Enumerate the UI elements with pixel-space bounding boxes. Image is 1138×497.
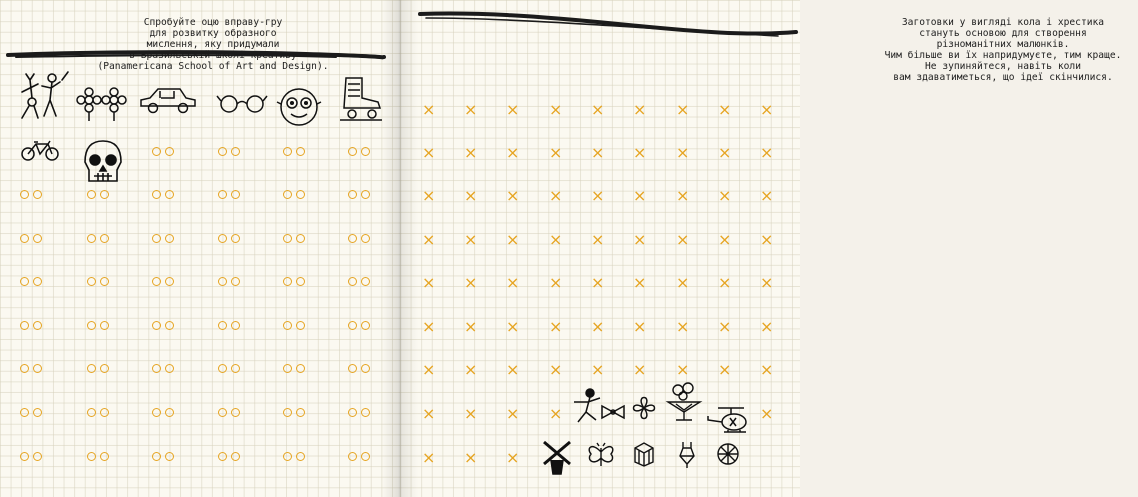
skull-doodle-icon xyxy=(78,138,128,188)
stick-figure-doodle-icon xyxy=(570,388,604,424)
cross-shape: × xyxy=(464,143,478,162)
circle-shape xyxy=(100,364,109,373)
circle-pair xyxy=(348,190,370,199)
circle-pair xyxy=(283,147,305,156)
cross-shape: × xyxy=(591,230,605,249)
circle-pair xyxy=(348,234,370,243)
circle-shape xyxy=(152,190,161,199)
cross-shape: × xyxy=(633,360,647,379)
circle-shape xyxy=(231,321,240,330)
cross-shape: × xyxy=(506,360,520,379)
circle-shape xyxy=(283,408,292,417)
acrobats-doodle-icon xyxy=(16,70,72,122)
circle-pair xyxy=(20,277,42,286)
cross-shape: × xyxy=(633,230,647,249)
circle-shape xyxy=(218,190,227,199)
cross-shape: × xyxy=(464,273,478,292)
circle-shape xyxy=(33,408,42,417)
cross-shape: × xyxy=(718,186,732,205)
circle-shape xyxy=(231,190,240,199)
circle-pair xyxy=(87,452,109,461)
cross-shape: × xyxy=(718,230,732,249)
circle-shape xyxy=(20,277,29,286)
circle-shape xyxy=(20,408,29,417)
circle-shape xyxy=(361,321,370,330)
cross-shape: × xyxy=(676,317,690,336)
circle-shape xyxy=(296,234,305,243)
cross-shape: × xyxy=(464,317,478,336)
cross-shape: × xyxy=(591,360,605,379)
cross-shape: × xyxy=(422,360,436,379)
circle-shape xyxy=(152,364,161,373)
cross-shape: × xyxy=(718,317,732,336)
cross-shape: × xyxy=(506,230,520,249)
circle-shape xyxy=(20,321,29,330)
circle-shape xyxy=(348,321,357,330)
circle-pair xyxy=(348,408,370,417)
circle-shape xyxy=(165,277,174,286)
cross-shape: × xyxy=(676,360,690,379)
cross-shape: × xyxy=(760,273,774,292)
circle-shape xyxy=(361,408,370,417)
circle-shape xyxy=(100,452,109,461)
circle-pair xyxy=(152,234,174,243)
circle-shape xyxy=(87,277,96,286)
circle-pair xyxy=(218,147,240,156)
flower-cross-doodle-icon xyxy=(628,392,660,424)
butterfly-doodle-icon xyxy=(586,442,616,468)
cross-shape: × xyxy=(506,317,520,336)
circle-shape xyxy=(218,452,227,461)
circle-pair xyxy=(348,277,370,286)
cross-shape: × xyxy=(676,186,690,205)
cross-shape: × xyxy=(760,360,774,379)
cross-shape: × xyxy=(506,186,520,205)
circle-shape xyxy=(296,190,305,199)
cross-shape: × xyxy=(718,143,732,162)
cross-shape: × xyxy=(676,230,690,249)
circle-shape xyxy=(165,452,174,461)
cross-shape: × xyxy=(464,186,478,205)
circle-shape xyxy=(231,364,240,373)
cross-shape: × xyxy=(506,448,520,467)
gift-box-doodle-icon xyxy=(632,440,656,468)
brush-stroke-right xyxy=(418,2,798,42)
circle-pair xyxy=(348,364,370,373)
circle-pair xyxy=(348,147,370,156)
circle-shape xyxy=(33,364,42,373)
circle-pair xyxy=(283,321,305,330)
circle-shape xyxy=(348,408,357,417)
cross-shape: × xyxy=(464,448,478,467)
cross-shape: × xyxy=(422,186,436,205)
circle-pair xyxy=(20,408,42,417)
circle-shape xyxy=(361,147,370,156)
circle-pair xyxy=(218,277,240,286)
circle-pair xyxy=(152,452,174,461)
circle-pair xyxy=(218,190,240,199)
circle-shape xyxy=(231,147,240,156)
cross-shape: × xyxy=(422,404,436,423)
circle-shape xyxy=(33,321,42,330)
circle-shape xyxy=(165,234,174,243)
circle-pair xyxy=(20,321,42,330)
circle-shape xyxy=(20,190,29,199)
circle-shape xyxy=(165,321,174,330)
cross-shape: × xyxy=(760,143,774,162)
circle-shape xyxy=(152,321,161,330)
cross-shape: × xyxy=(549,186,563,205)
cross-shape: × xyxy=(422,448,436,467)
circle-pair xyxy=(283,190,305,199)
circle-pair xyxy=(87,190,109,199)
circle-shape xyxy=(218,321,227,330)
circle-shape xyxy=(33,234,42,243)
circle-shape xyxy=(361,277,370,286)
car-doodle-icon xyxy=(138,86,198,116)
circle-pair xyxy=(20,234,42,243)
cross-shape: × xyxy=(633,143,647,162)
cross-shape: × xyxy=(633,317,647,336)
ornament-doodle-icon xyxy=(716,440,740,468)
circle-shape xyxy=(231,452,240,461)
circle-shape xyxy=(296,452,305,461)
circle-shape xyxy=(348,277,357,286)
circle-shape xyxy=(87,364,96,373)
circle-shape xyxy=(165,408,174,417)
smiley-face-doodle-icon xyxy=(276,84,322,128)
cross-shape: × xyxy=(633,186,647,205)
circle-pair xyxy=(218,364,240,373)
cross-shape: × xyxy=(718,273,732,292)
circle-pair xyxy=(87,364,109,373)
circle-shape xyxy=(87,452,96,461)
circle-shape xyxy=(361,190,370,199)
circle-shape xyxy=(165,190,174,199)
cross-shape: × xyxy=(591,100,605,119)
cross-shape: × xyxy=(549,317,563,336)
glasses-doodle-icon xyxy=(216,92,268,114)
circle-shape xyxy=(218,277,227,286)
circle-pair xyxy=(152,321,174,330)
circle-pair xyxy=(218,321,240,330)
circle-pair xyxy=(283,234,305,243)
circle-shape xyxy=(283,364,292,373)
circle-shape xyxy=(361,364,370,373)
cross-shape: × xyxy=(676,273,690,292)
circle-shape xyxy=(231,277,240,286)
roller-skate-doodle-icon xyxy=(338,74,384,122)
cross-shape: × xyxy=(506,100,520,119)
cross-shape: × xyxy=(633,273,647,292)
circle-shape xyxy=(33,452,42,461)
cross-shape: × xyxy=(506,404,520,423)
circle-shape xyxy=(100,321,109,330)
cross-shape: × xyxy=(633,100,647,119)
circle-shape xyxy=(348,147,357,156)
circle-shape xyxy=(152,408,161,417)
circle-shape xyxy=(283,452,292,461)
circle-shape xyxy=(33,190,42,199)
cross-shape: × xyxy=(549,273,563,292)
circle-shape xyxy=(283,234,292,243)
circle-pair xyxy=(218,234,240,243)
bow-doodle-icon xyxy=(600,404,626,420)
circle-shape xyxy=(296,277,305,286)
cross-shape: × xyxy=(760,186,774,205)
cross-shape: × xyxy=(464,404,478,423)
circle-pair xyxy=(20,190,42,199)
circle-shape xyxy=(87,321,96,330)
cross-shape: × xyxy=(464,100,478,119)
circle-shape xyxy=(100,277,109,286)
cross-shape: × xyxy=(591,273,605,292)
circle-shape xyxy=(152,234,161,243)
cross-shape: × xyxy=(591,317,605,336)
circle-pair xyxy=(218,452,240,461)
cross-shape: × xyxy=(549,100,563,119)
flowers-doodle-icon xyxy=(76,88,128,122)
brush-stroke-left xyxy=(6,48,386,64)
circle-shape xyxy=(296,408,305,417)
cross-shape: × xyxy=(591,186,605,205)
cross-shape: × xyxy=(464,230,478,249)
cross-shape: × xyxy=(676,100,690,119)
circle-pair xyxy=(283,452,305,461)
cross-shape: × xyxy=(760,404,774,423)
circle-shape xyxy=(348,364,357,373)
circle-pair xyxy=(87,408,109,417)
circle-pair xyxy=(87,321,109,330)
helicopter-doodle-icon xyxy=(704,404,754,438)
cross-shape: × xyxy=(549,404,563,423)
circle-pair xyxy=(283,364,305,373)
windmill-doodle-icon xyxy=(540,438,574,476)
left-intro-text: Спробуйте оцю вправу-гру для розвитку образного мислення, яку придумали в Бразильській школі креативу (Panamericana School of Art and Design). xyxy=(97,17,329,72)
circle-pair xyxy=(283,408,305,417)
circle-shape xyxy=(100,190,109,199)
bicycle-doodle-icon xyxy=(20,140,60,162)
cross-shape: × xyxy=(506,143,520,162)
cross-shape: × xyxy=(422,100,436,119)
circle-shape xyxy=(87,190,96,199)
circle-shape xyxy=(348,234,357,243)
cross-shape: × xyxy=(676,143,690,162)
cross-shape: × xyxy=(422,317,436,336)
circle-shape xyxy=(283,277,292,286)
cross-shape: × xyxy=(549,360,563,379)
circle-shape xyxy=(283,321,292,330)
cross-shape: × xyxy=(422,273,436,292)
circle-shape xyxy=(361,452,370,461)
circle-shape xyxy=(283,190,292,199)
circle-shape xyxy=(20,452,29,461)
circle-pair xyxy=(152,147,174,156)
circle-pair xyxy=(283,277,305,286)
circle-pair xyxy=(348,321,370,330)
circle-shape xyxy=(152,452,161,461)
cross-shape: × xyxy=(422,143,436,162)
cross-shape: × xyxy=(549,143,563,162)
circle-shape xyxy=(218,234,227,243)
circle-shape xyxy=(218,408,227,417)
circle-shape xyxy=(296,147,305,156)
circle-pair xyxy=(152,190,174,199)
circle-shape xyxy=(152,147,161,156)
circle-shape xyxy=(283,147,292,156)
circle-pair xyxy=(152,408,174,417)
circle-pair xyxy=(348,452,370,461)
fruit-bowl-doodle-icon xyxy=(666,382,702,422)
circle-shape xyxy=(20,234,29,243)
circle-shape xyxy=(348,190,357,199)
circle-shape xyxy=(87,234,96,243)
circle-shape xyxy=(33,277,42,286)
circle-shape xyxy=(296,364,305,373)
circle-pair xyxy=(87,277,109,286)
circle-shape xyxy=(87,408,96,417)
circle-shape xyxy=(152,277,161,286)
circle-pair xyxy=(152,277,174,286)
circle-pair xyxy=(218,408,240,417)
cross-shape: × xyxy=(760,100,774,119)
circle-shape xyxy=(348,452,357,461)
circle-shape xyxy=(361,234,370,243)
cross-shape: × xyxy=(718,360,732,379)
cross-shape: × xyxy=(591,143,605,162)
circle-shape xyxy=(296,321,305,330)
cross-shape: × xyxy=(549,230,563,249)
circle-shape xyxy=(20,364,29,373)
circle-pair xyxy=(87,234,109,243)
circle-shape xyxy=(165,364,174,373)
circle-shape xyxy=(100,408,109,417)
cross-shape: × xyxy=(422,230,436,249)
dress-doodle-icon xyxy=(674,440,700,470)
circle-shape xyxy=(231,234,240,243)
circle-shape xyxy=(165,147,174,156)
right-intro-text: Заготовки у вигляді кола і хрестика стануть основою для створення різноманітних малюнків. Чим більше ви їх напридумуєте, тим краще. Не зупиняйтеся, навіть коли вам здаватиметься, що ідеї скінчилися. xyxy=(884,17,1122,83)
cross-shape: × xyxy=(464,360,478,379)
cross-shape: × xyxy=(506,273,520,292)
cross-shape: × xyxy=(718,100,732,119)
cross-shape: × xyxy=(760,230,774,249)
circle-shape xyxy=(231,408,240,417)
circle-pair xyxy=(20,364,42,373)
circle-pair xyxy=(152,364,174,373)
circle-shape xyxy=(100,234,109,243)
circle-shape xyxy=(218,364,227,373)
circle-pair xyxy=(20,452,42,461)
cross-shape: × xyxy=(760,317,774,336)
circle-shape xyxy=(218,147,227,156)
